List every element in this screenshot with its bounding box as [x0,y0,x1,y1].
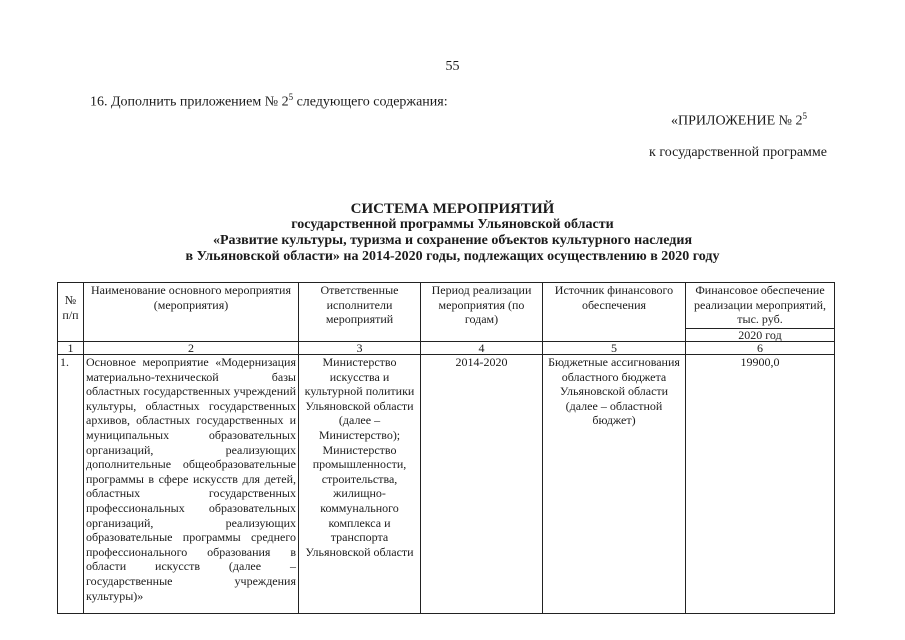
table-row [58,355,835,614]
col-number: 4 [421,342,543,355]
document-title [0,201,905,265]
row-num: 1. [58,355,84,614]
col-number: 6 [686,342,835,355]
appendix-sup: 5 [802,111,807,121]
header-name: Наименование основного мероприятия (мероприятия) [84,283,299,342]
header-finance: Финансовое обеспечение реализации мероприятий, тыс. руб. [686,283,835,329]
row-name: Основное мероприятие «Модернизация материально-технической базы областных государственных учреждений культуры, областных государственных архивов, областных государственных и муниципальных образовательных организаций, реализующих дополнительные общеобразовательные программы в сфере искусств для детей, областных государственных профессиональных образовательных организаций, реализующих образовательные программы среднего профессионального образования в области искусств (далее – государственные учреждения культуры)» [84,355,299,614]
row-source: Бюджетные ассигнования областного бюджета Ульяновской области (далее – областной бюджет) [543,355,686,614]
amendment-suffix: следующего содержания: [293,94,448,110]
amendment-text [90,92,448,111]
amendment-sup: 5 [288,92,294,102]
amendment-main: 16. Дополнить приложением № 2 [90,94,289,110]
header-period: Период реализации мероприятия (по годам) [421,283,543,342]
header-finance-year: 2020 год [686,329,835,342]
column-number-row [58,342,835,355]
title-line-1: СИСТЕМА МЕРОПРИЯТИЙ [350,201,555,217]
appendix-subtitle: к государственной программе [649,145,827,160]
title-line-2: государственной программы Ульяновской области [291,217,614,232]
row-executors: Министерство искусства и культурной политики Ульяновской области (далее – Министерство); Министерство промышленности, строительства, жилищно-коммунального комплекса и транспорта Ульяновской области [299,355,421,614]
table-header-row [58,283,835,329]
page-number: 55 [445,59,460,74]
col-number: 3 [299,342,421,355]
measures-table [57,282,835,614]
title-line-3: «Развитие культуры, туризма и сохранение объектов культурного наследия [212,233,693,248]
row-amount: 19900,0 [686,355,835,614]
appendix-text: «ПРИЛОЖЕНИЕ № 2 [671,113,803,129]
appendix-label [671,111,807,130]
row-period: 2014-2020 [421,355,543,614]
col-number: 5 [543,342,686,355]
col-number: 2 [84,342,299,355]
header-source: Источник финансового обеспечения [543,283,686,342]
title-line-4: в Ульяновской области» на 2014-2020 годы, подлежащих осуществлению в 2020 году [185,249,720,264]
header-executors: Ответственные исполнители мероприятий [299,283,421,342]
col-number: 1 [58,342,84,355]
header-num: № п/п [58,283,84,342]
